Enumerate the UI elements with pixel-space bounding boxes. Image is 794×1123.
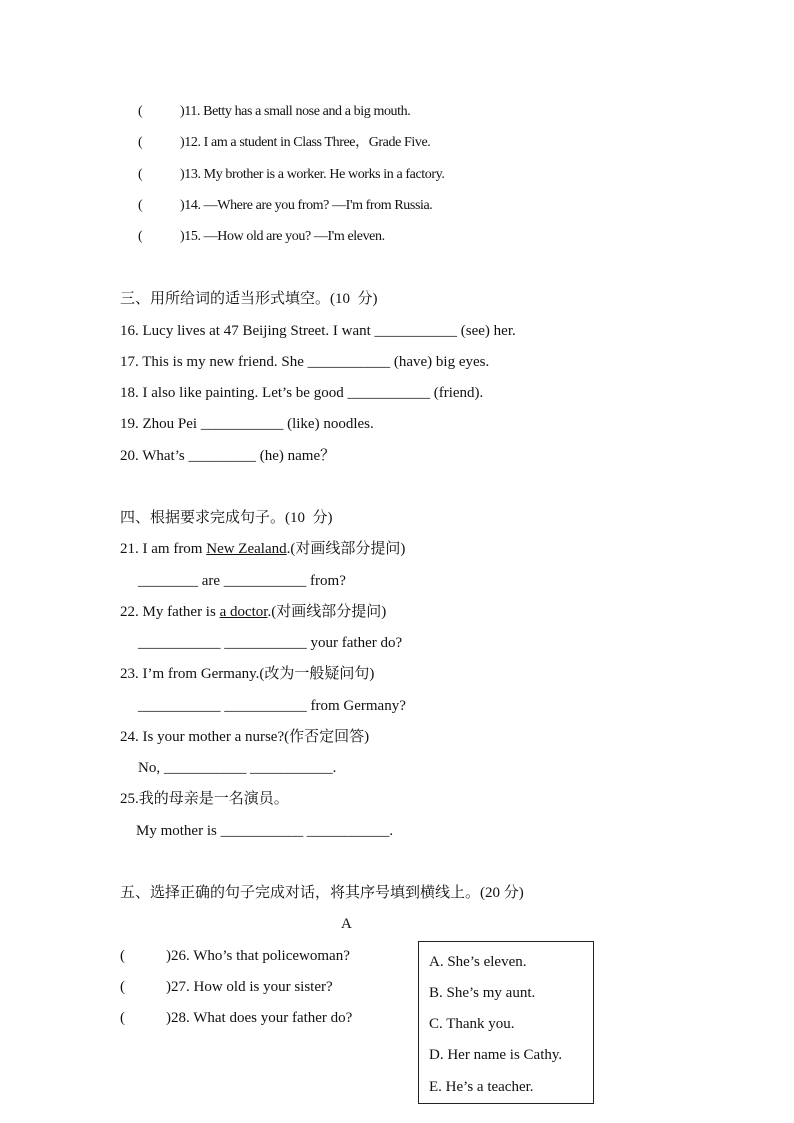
answer-line-22: ___________ ___________ your father do?	[138, 635, 403, 651]
sentence-item-21: 21. I am from New Zealand.(对画线部分提问)	[120, 541, 406, 557]
sentence-item-22: 22. My father is a doctor.(对画线部分提问)	[120, 604, 387, 620]
section3-heading: 三、用所给词的适当形式填空。(10 分)	[120, 291, 378, 307]
tf-item-12: ( )12. I am a student in Class Three，Grade Five.	[138, 135, 431, 150]
part-label: A	[341, 916, 352, 932]
tf-item-13: ( )13. My brother is a worker. He works in a factory.	[138, 167, 445, 182]
sentence-item-24: 24. Is your mother a nurse?(作否定回答)	[120, 729, 370, 745]
underlined-phrase: New Zealand	[206, 541, 287, 557]
fill-item-18: 18. I also like painting. Let’s be good ___________ (friend).	[120, 385, 484, 401]
options-box	[418, 941, 594, 1104]
fill-item-17: 17. This is my new friend. She ___________ (have) big eyes.	[120, 354, 490, 370]
option-d: D. Her name is Cathy.	[429, 1047, 563, 1063]
fill-item-20: 20. What’s _________ (he) name？	[120, 448, 336, 464]
dialogue-question-27: ( )27. How old is your sister?	[120, 979, 333, 995]
option-a: A. She’s eleven.	[429, 954, 527, 970]
tf-item-11: ( )11. Betty has a small nose and a big mouth.	[138, 104, 411, 119]
dialogue-question-28: ( )28. What does your father do?	[120, 1010, 353, 1026]
answer-line-25: My mother is ___________ ___________.	[136, 823, 394, 839]
tf-item-14: ( )14. —Where are you from? —I'm from Russia.	[138, 198, 433, 213]
option-c: C. Thank you.	[429, 1016, 515, 1032]
sentence-item-25: 25.我的母亲是一名演员。	[120, 791, 289, 807]
fill-item-16: 16. Lucy lives at 47 Beijing Street. I want ___________ (see) her.	[120, 323, 516, 339]
answer-line-23: ___________ ___________ from Germany?	[138, 698, 406, 714]
dialogue-question-26: ( )26. Who’s that policewoman?	[120, 948, 350, 964]
tf-item-15: ( )15. —How old are you? —I'm eleven.	[138, 229, 385, 244]
answer-line-24: No, ___________ ___________.	[138, 760, 337, 776]
section5-heading: 五、选择正确的句子完成对话，将其序号填到横线上。(20 分)	[120, 885, 524, 901]
option-e: E. He’s a teacher.	[429, 1079, 534, 1095]
section4-heading: 四、根据要求完成句子。(10 分)	[120, 510, 333, 526]
option-b: B. She’s my aunt.	[429, 985, 536, 1001]
fill-item-19: 19. Zhou Pei ___________ (like) noodles.	[120, 416, 374, 432]
answer-line-21: ________ are ___________ from?	[138, 573, 346, 589]
underlined-phrase: a doctor	[219, 604, 268, 620]
sentence-item-23: 23. I’m from Germany.(改为一般疑问句)	[120, 666, 375, 682]
